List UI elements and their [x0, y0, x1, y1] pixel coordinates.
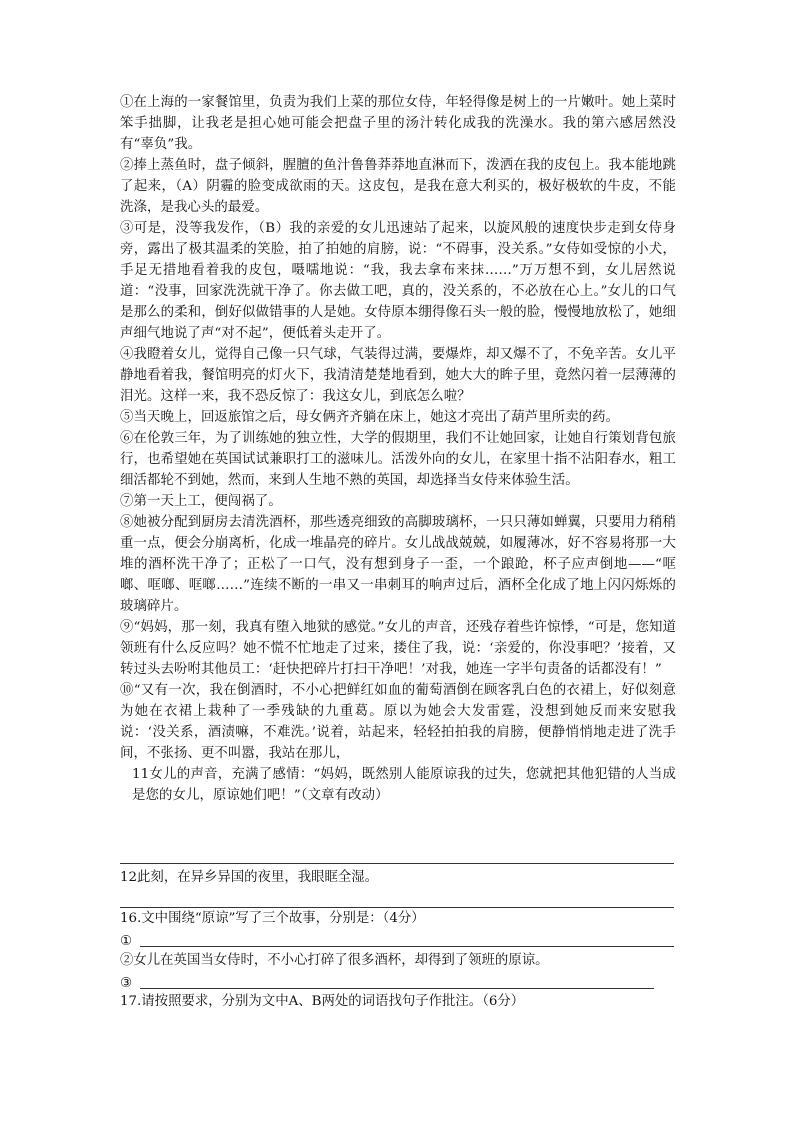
question-16-blank-1-label: ①	[120, 934, 133, 949]
reading-passage	[120, 92, 676, 806]
paragraph-2: ②捧上蒸鱼时，盘子倾斜，腥膻的鱼汁鲁鲁莽莽地直淋而下，泼洒在我的皮包上。我本能地跳了起来，（A）阴霾的脸变成欲雨的天。这皮包，是我在意大利买的，极好极软的牛皮，不能洗涤，是我心头的最爱。	[120, 158, 676, 215]
paragraph-1: ①在上海的一家餐馆里，负责为我们上菜的那位女侍，年轻得像是树上的一片嫩叶。她上菜时笨手拙脚，让我老是担心她可能会把盘子里的汤汁转化成我的洗澡水。我的第六感居然没有“辜负”我。	[120, 95, 676, 152]
section-divider-top	[120, 863, 674, 864]
paragraph-7: ⑦第一天上工，便闯祸了。	[120, 494, 282, 509]
paragraph-5: ⑤当天晚上，回返旅馆之后，母女俩齐齐躺在床上，她这才亮出了葫芦里所卖的药。	[120, 410, 620, 425]
paragraph-4: ④我瞪着女儿，觉得自己像一只气球，气装得过满，要爆炸，却又爆不了，不免辛苦。女儿平静地看着我，餐馆明亮的灯火下，我清清楚楚地看到，她大大的眸子里，竟然闪着一层薄薄的泪光。这样一来，我不恐反惊了：我这女儿，到底怎么啦？	[120, 347, 676, 404]
question-16-answer-2: ②女儿在英国当女侍时，不小心打碎了很多酒杯，却得到了领班的原谅。	[120, 953, 549, 968]
question-17-prompt: 17.请按照要求，分别为文中A、B两处的词语找句子作批注。（6分）	[120, 994, 525, 1009]
paragraph-8: ⑧她被分配到厨房去清洗酒杯，那些透亮细致的高脚玻璃杯，一只只薄如蝉翼，只要用力稍稍重一点，便会分崩离析，化成一堆晶亮的碎片。女儿战战兢兢，如履薄冰，好不容易将那一大堆的酒杯洗干净了；正松了一口气，没有想到身子一歪，一个踉跄，杯子应声倒地——“哐啷、哐啷、哐啷……”连续不断的一串又一串刺耳的响声过后，酒杯全化成了地上闪闪烁烁的玻璃碎片。	[120, 515, 676, 614]
question-16-answer-line-1[interactable]	[140, 946, 674, 947]
paragraph-6: ⑥在伦敦三年，为了训练她的独立性，大学的假期里，我们不让她回家，让她自行策划背包旅行，也希望她在英国试试兼职打工的滋味儿。活泼外向的女儿，在家里十指不沾阳春水，粗工细活都轮不到她，然而，来到人生地不熟的英国，却选择当女侍来体验生活。	[120, 431, 676, 488]
question-16-prompt: 16.文中围绕“原谅”写了三个故事，分别是：（4分）	[120, 911, 425, 926]
paragraph-9: ⑨“妈妈，那一刻，我真有堕入地狱的感觉。”女儿的声音，还残存着些许惊悸，“可是，您知道领班有什么反应吗？她不慌不忙地走了过来，搂住了我，说：‘亲爱的，你没事吧？’接着，又转过头去吩咐其他员工：‘赶快把碎片打扫干净吧！’对我，她连一字半句责备的话都没有！”	[120, 620, 676, 677]
question-16-blank-3-label: ③	[120, 976, 133, 991]
paragraph-10: ⑩“又有一次，我在倒酒时，不小心把鲜红如血的葡萄酒倒在顾客乳白色的衣裙上，好似刻意为她在衣裙上栽种了一季残缺的九重葛。原以为她会大发雷霆，没想到她反而来安慰我说：‘没关系，酒渍嘛，不难洗。’说着，站起来，轻轻拍拍我的肩膀，便静悄悄地走进了洗手间，不张扬、更不叫嚣，我站在那儿，	[120, 683, 676, 761]
question-16-answer-line-3[interactable]	[140, 988, 654, 989]
paragraph-3: ③可是，没等我发作，（B）我的亲爱的女儿迅速站了起来，以旋风般的速度快步走到女侍身旁，露出了极其温柔的笑脸，拍了拍她的肩膀，说：“不碍事，没关系。”女侍如受惊的小犬，手足无措地看着我的皮包，嗫嚅地说：“我，我去拿布来抹……”万万想不到，女儿居然说道：“没事，回家洗洗就干净了。你去做工吧，真的，没关系的，不必放在心上。”女儿的口气是那么的柔和，倒好似做错事的人是她。女侍原本绷得像石头一般的脸，慢慢地放松了，她细声细气地说了声“对不起”，便低着头走开了。	[120, 221, 676, 341]
section-divider-bottom	[120, 907, 674, 908]
paragraph-12: 12此刻，在异乡异国的夜里，我眼眶全湿。	[120, 870, 379, 885]
paragraph-11: 11女儿的声音，充满了感情：“妈妈，既然别人能原谅我的过失，您就把其他犯错的人当成是您的女儿，原谅她们吧！”（文章有改动）	[132, 767, 676, 803]
